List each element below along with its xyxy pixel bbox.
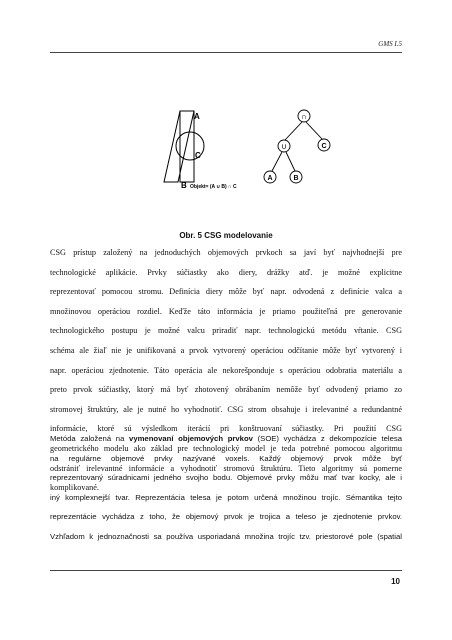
tree-edge [306, 122, 322, 139]
tree-edge [285, 122, 302, 140]
text-line: napr. operáciou zjednotenie. Táto operácia ale nekorešponduje s operáciou odobratia materiálu a [50, 365, 402, 375]
figure-caption: Obr. 5 CSG modelovanie [179, 231, 273, 240]
text-line: reprezentovaný súradnicami jedného svojho bodu. Objemové prvky môžu mať tvar kocky, ale i [50, 473, 402, 483]
label-c: C [195, 151, 201, 160]
text-line: schéma ale žiaľ nie je unifikovaná a prvok vytvorený operáciou odčítanie môže byť vytvorený i [50, 345, 402, 355]
text-line: reprezentácie vychádza z toho, že objemový prvok je trojica a teleso je zjednotenie prvkov. [50, 512, 402, 522]
paragraph-soe [50, 429, 402, 547]
page-number: 10 [391, 577, 400, 586]
text-line: na regulárne objemové prvky nazývané voxels. Každý objemový prvok môže byť [50, 453, 402, 463]
text-line: reprezentovať pomocou stromu. Definícia diery môže byť napr. odvodená z definície valca a [50, 287, 402, 297]
footer-rule [50, 570, 402, 571]
text-line: iný komplexnejší tvar. Reprezentácia telesa je potom určená množinou trojíc. Sémantika tejto [50, 492, 402, 502]
box-b-shape [164, 111, 194, 182]
running-head: GMS I.5 [378, 40, 402, 48]
tree-label-union: ∪ [281, 142, 287, 151]
text-line: stromovej štruktúry, ale je nutné ho vyhodnotiť. CSG strom obsahuje i irelevantné a redundantné [50, 404, 402, 414]
csg-tree [264, 110, 330, 183]
text-line: Vzhľadom k jednoznačnosti sa používa usporiadaná množina trojíc tzv. priestorové pole (spatial [50, 531, 402, 541]
text-line: CSG prístup založený na jednoduchých objemových prvkoch sa javí byť najvhodnejší pre [50, 248, 402, 257]
text-line: odstrániť irelevantné informácie a vyhodnotiť stromovú štruktúru. Tieto algoritmy sú pomerne [50, 463, 402, 473]
text-line: preto prvok súčiastky, ktorý má byť zhotovený obrábaním nemôže byť odvodený priamo zo [50, 385, 402, 395]
emphasis-term: vymenovaní objemových prvkov [129, 434, 253, 443]
header-rule [50, 52, 402, 53]
text-line: komplikované. [50, 483, 99, 493]
text-line-first [50, 429, 402, 449]
tree-label-a: A [267, 175, 273, 182]
object-formula: Objekt= (A ∪ B) ∩ C [190, 184, 237, 190]
label-a: A [194, 112, 200, 121]
text-line: množinovou operáciou rozdiel. Keďže táto informácia je priamo použiteľná pre generovanie [50, 306, 402, 316]
text-line: geometrického modelu ako základ pre technologický model je teda potrebné pomocou algoritmu [50, 443, 402, 453]
tree-label-root: ∩ [301, 112, 307, 121]
tree-edge [272, 152, 282, 171]
tree-label-b: B [293, 175, 299, 182]
csg-figure [150, 108, 350, 200]
tree-label-c: C [321, 143, 327, 150]
text-line: technologické aplikácie. Prvky súčiastky ako diery, drážky atď. je možné explicitne [50, 267, 402, 277]
csg-solid-drawing [164, 111, 204, 182]
tree-edge [286, 152, 295, 171]
text-run: Metóda založená na [50, 434, 130, 443]
text-line: informácie, ktoré sú výsledkom iterácií pri konštruovaní súčiastky. Pri použití CSG [50, 424, 402, 434]
label-b: B [181, 181, 187, 190]
text-run: (SOE) vychádza z dekompozície telesa [252, 434, 403, 443]
text-line: technologického postupu je možné valcu priradiť napr. technologickú metódu vŕtanie. CSG [50, 326, 402, 336]
